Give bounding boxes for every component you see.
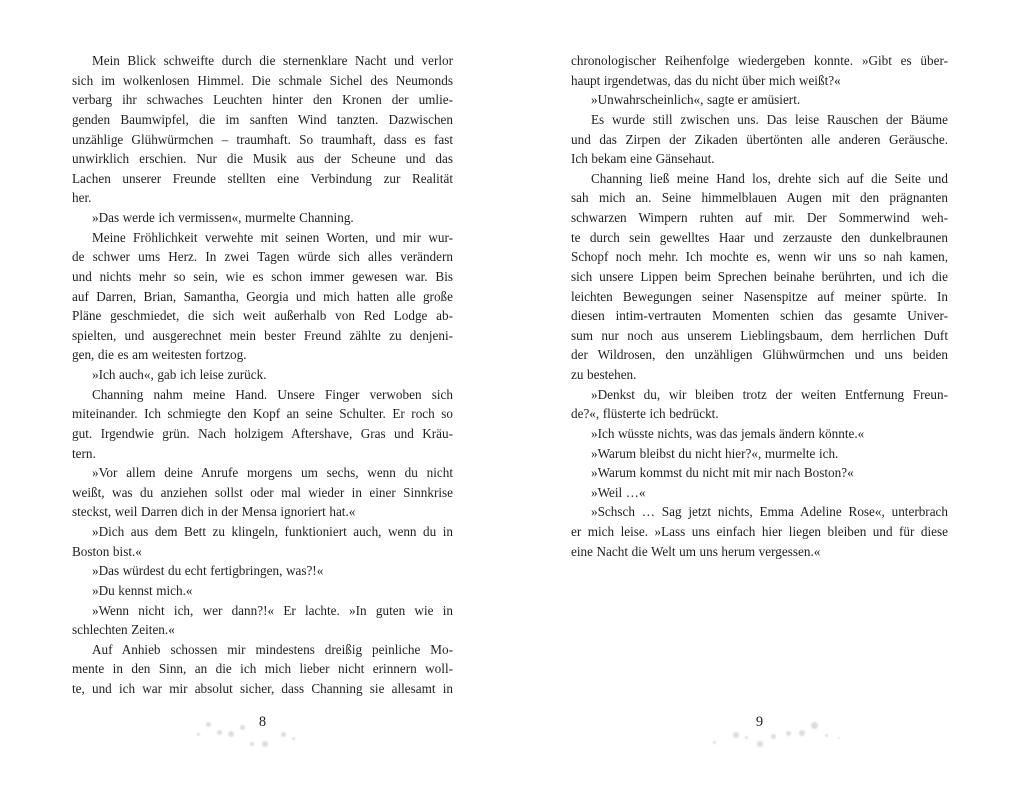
text-line: Pläne geschmiedet, die sich weit außerhalb von Red Lodge ab- <box>72 308 453 324</box>
text-line: de schwer ums Herz. In zwei Tagen würde sich alles verändern <box>72 249 453 265</box>
text-line: »Vor allem deine Anrufe morgens um sechs, wenn du nicht <box>92 465 453 481</box>
text-line: steckst, weil Darren dich in der Mensa ignoriert hat.« <box>72 504 356 520</box>
text-line: sich unsere Lippen beim Sprechen beinahe berührten, und ich die <box>571 268 948 284</box>
page-number-left: 8 <box>258 714 267 730</box>
text-line: spielten, und ausgerechnet mein bester Freund zählte zu denjeni- <box>72 327 453 343</box>
text-line: miteinander. Ich schmiegte den Kopf an seine Schulter. Er roch so <box>72 406 453 422</box>
text-line: »Ich wüsste nichts, was das jemals ändern könnte.« <box>591 425 865 441</box>
text-line: gut. Irgendwie grün. Nach holzigem Aftershave, Gras und Kräu- <box>72 425 453 441</box>
sparkle-dot <box>713 741 716 744</box>
sparkle-dot <box>825 734 828 737</box>
text-line: »Das werde ich vermissen«, murmelte Channing. <box>92 210 354 225</box>
text-line: diesen intim-vertrauten Momenten schien das gesamte Univer- <box>571 308 948 324</box>
text-line: schlechten Zeiten.« <box>72 622 175 638</box>
text-line: zu bestehen. <box>571 367 637 382</box>
sparkle-dot <box>745 736 748 739</box>
text-line: mente in den Sinn, an die ich mich lieber nicht erinnern woll- <box>72 661 453 677</box>
text-line: Lachen unserer Freunde stellten eine Verbindung zur Realität <box>72 170 453 186</box>
sparkle-dot <box>262 741 268 747</box>
text-line: genden Baumwipfel, die im sanften Wind tanzten. Dazwischen <box>72 111 453 127</box>
text-line: »Unwahrscheinlich«, sagte er amüsiert. <box>591 92 801 108</box>
sparkle-dot <box>757 741 763 747</box>
text-line: »Warum bleibst du nicht hier?«, murmelte ich. <box>591 445 839 461</box>
text-line: Meine Fröhlichkeit verwehte mit seinen Worten, und mir wur- <box>92 229 453 245</box>
text-line: gen, die es am weitesten fortzog. <box>72 347 247 363</box>
text-line: te, und ich war mir absolut sicher, dass Channing sie allesamt in <box>72 681 453 696</box>
text-line: »Weil …« <box>591 484 646 500</box>
text-line: sum nur noch aus unserem Lieblingsbaum, dem herrlichen Duft <box>571 327 948 343</box>
sparkle-dot <box>292 737 295 740</box>
text-line: de?«, flüsterte ich bedrückt. <box>571 406 719 422</box>
text-line: er mich leise. »Lass uns einfach hier liegen bleiben und für diese <box>571 524 948 539</box>
sparkle-dot <box>838 737 840 739</box>
page-right <box>510 0 1020 794</box>
text-line: Mein Blick schweifte durch die sternenklare Nacht und verlor <box>92 53 453 68</box>
text-line: »Du kennst mich.« <box>92 582 193 598</box>
text-block-left <box>72 51 453 699</box>
text-line: Schopf noch mehr. Ich mochte es, wenn wir uns so nah kamen, <box>571 249 948 265</box>
text-line: schwarzen Wimpern ruhten auf mir. Der Sommerwind weh- <box>571 210 948 225</box>
text-line: und nichts mehr so sein, wie es schon immer gewesen war. Bis <box>72 268 453 284</box>
text-line: »Ich auch«, gab ich leise zurück. <box>92 367 267 382</box>
text-line: und das Zirpen der Zikaden übertönten alle anderen Geräusche. <box>571 131 948 147</box>
text-line: »Wenn nicht ich, wer dann?!« Er lachte. »In guten wie in <box>92 602 453 618</box>
text-block-right <box>571 51 948 561</box>
text-line: »Schsch … Sag jetzt nichts, Emma Adeline Rose«, unterbrach <box>591 504 948 520</box>
text-line: »Warum kommst du nicht mit mir nach Boston?« <box>591 465 854 481</box>
page-number-right: 9 <box>755 714 764 730</box>
text-line: »Denkst du, wir bleiben trotz der weiten Entfernung Freun- <box>591 386 948 402</box>
sparkle-dot <box>771 734 776 739</box>
text-line: auf Darren, Brian, Samantha, Georgia und mich hatten alle große <box>72 288 453 304</box>
text-line: Ich bekam eine Gänsehaut. <box>571 151 715 167</box>
text-line: Channing nahm meine Hand. Unsere Finger verwoben sich <box>92 386 453 402</box>
sparkle-dot <box>250 742 254 746</box>
text-line: unzählige Glühwürmchen – traumhaft. So traumhaft, dass es fast <box>72 131 453 147</box>
text-line: leichten Bewegungen seiner Nasenspitze auf meiner spürte. In <box>571 288 948 304</box>
text-line: her. <box>72 190 92 206</box>
text-line: eine Nacht die Welt um uns herum vergessen.« <box>571 543 821 559</box>
text-line: Es wurde still zwischen uns. Das leise Rauschen der Bäume <box>591 111 948 127</box>
text-line: Auf Anhieb schossen mir mindestens dreißig peinliche Mo- <box>92 641 453 657</box>
text-line: sich im wolkenlosen Himmel. Die schmale Sichel des Neumonds <box>72 72 453 88</box>
text-line: weißt, was du anziehen sollst oder mal wieder in einer Sinnkrise <box>72 484 453 500</box>
text-line: »Das würdest du echt fertigbringen, was?!« <box>92 563 324 579</box>
sparkle-dot <box>733 732 739 738</box>
text-line: unwirklich erschien. Nur die Musik aus der Scheune und das <box>72 151 453 167</box>
text-line: Boston bist.« <box>72 543 142 559</box>
text-line: der Wildrosen, den unzähligen Glühwürmchen und uns beiden <box>571 347 948 363</box>
text-line: sah mich an. Seine himmelblauen Augen mit den prägnanten <box>571 190 948 206</box>
text-line: Channing ließ meine Hand los, drehte sich auf die Seite und <box>591 170 948 186</box>
text-line: »Dich aus dem Bett zu klingeln, funktioniert auch, wenn du in <box>92 524 453 539</box>
text-line: te durch sein gewelltes Haar und zerzauste den dunkelbraunen <box>571 229 948 245</box>
sparkle-dot <box>281 732 286 737</box>
sparkle-dot <box>197 733 200 736</box>
text-line: chronologischer Reihenfolge wiedergeben konnte. »Gibt es über- <box>571 53 948 68</box>
text-line: verbarg ihr schwaches Leuchten hinter den Kronen der umlie- <box>72 92 453 108</box>
text-line: tern. <box>72 445 96 461</box>
text-line: haupt irgendetwas, das du nicht über mich weißt?« <box>571 72 841 88</box>
